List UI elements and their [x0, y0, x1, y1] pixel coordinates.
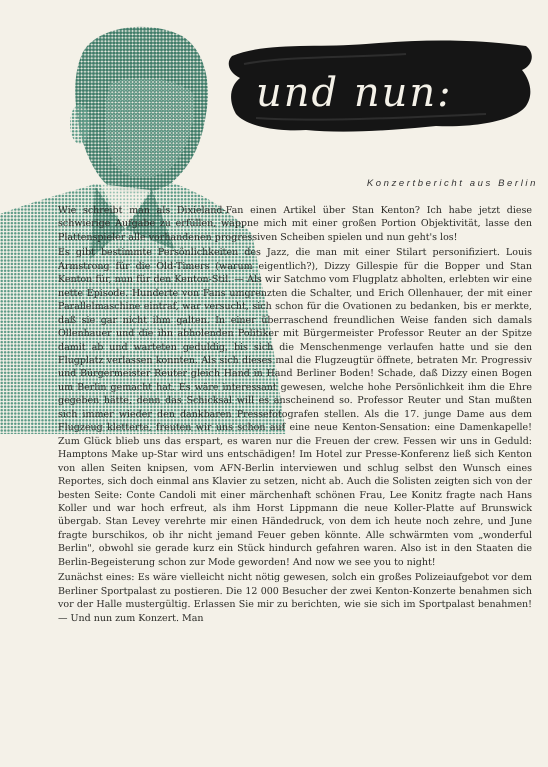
- paragraph-1: Wie schreibt man als Dixieland-Fan einen Artikel über Stan Kenton? Ich habe jetzt diese schwierige Aufgabe zu erfüllen, wappne mich mit einer großen Portion Objektivität, lasse den Plattenspieler alle vorhandenen progressiven Scheiben spielen und nun geht's los!: [58, 205, 532, 243]
- page-title: und nun:: [256, 70, 453, 116]
- paragraph-3: Zunächst eines: Es wäre vielleicht nicht nötig gewesen, solch ein großes Polizeiaufgebot vor dem Berliner Sportpalast zu postieren. Die 12 000 Besucher der zwei Kenton-Konzerte benahmen sich vor der Halle mustergültig. Erlassen Sie mir zu berichten, wie sie sich im Sportpalast benahmen! — Und nun zum Konzert. Man: [58, 572, 532, 624]
- subtitle: Konzertbericht aus Berlin: [366, 178, 538, 189]
- ink-brush-stroke-icon: [226, 34, 538, 140]
- article-body: [58, 204, 532, 627]
- paragraph-2: Es gibt bestimmte Persönlichkeiten des Jazz, die man mit einer Stilart personifiziert. Louis Armstrong für die Old-Timers (warum eigentlich?), Dizzy Gillespie für die Bopper und Stan Kenton für, nun für den Kenton-Stil. — Als wir Satchmo vom Flugplatz abholten, erlebten wir eine nette Episode. Hunderte von Fans umgrenzten die Schalter, und Erich Ollenhauer, der mit einer Parallelmaschine eintraf, war versucht, sich schon für die Ovationen zu bedanken, bis er merkte, daß sie gar nicht ihm galten. In einer überraschend freundlichen Weise fanden sich damals Ollenhauer und die ihn abholenden Politiker mit Bürgermeister Professor Reuter an der Spitze damit ab und warteten geduldig, bis sich die Menschenmenge verlaufen hatte und sie den Flugplatz verlassen konnten. Als sich dieses mal die Flugzeugtür öffnete, betraten Mr. Progressiv und Bürgermeister Reuter gleich Hand in Hand Berliner Boden! Schade, daß Dizzy einen Bogen um Berlin gemacht hat. Es wäre interessant gewesen, welche hohe Persönlichkeit ihm die Ehre gegeben hätte, denn das Schicksal will es anscheinend so. Professor Reuter und Stan mußten sich immer wieder den dankbaren Pressefotografen stellen. Als die 17. junge Dame aus dem Flugzeug kletterte, freuten wir uns schon auf eine neue Kenton-Sensation: eine Damenkapelle! Zum Glück blieb uns das erspart, es waren nur die Freuen der crew. Fessen wir uns in Geduld: Hamptons Make up-Star wird uns entschädigen! Im Hotel zur Presse-Konferenz ließ sich Kenton von allen Seiten knipsen, vom AFN-Berlin interviewen und schlug selbst den Wunsch eines Reportes, sich doch einmal ans Klavier zu setzen, nicht ab. Auch die Solisten zeigten sich von der besten Seite: Conte Candoli mit einer märchenhaft schönen Frau, Lee Konitz fragte nach Hans Koller und war hoch erfreut, als ihm Horst Lippmann die neue Koller-Platte auf Brunswick übergab. Stan Levey verehrte mir einen Händedruck, von dem ich heute noch zehre, und June fragte burschikos, ob ihr nicht jemand Feuer geben könnte. Alle schwärmten vom „wonderful Berlin", obwohl sie gerade kurz ein Stück hindurch gefahren waren. Also ist in den Staaten die Berlin-Begeisterung schon zur Mode geworden! And now we see you to night!: [58, 247, 532, 568]
